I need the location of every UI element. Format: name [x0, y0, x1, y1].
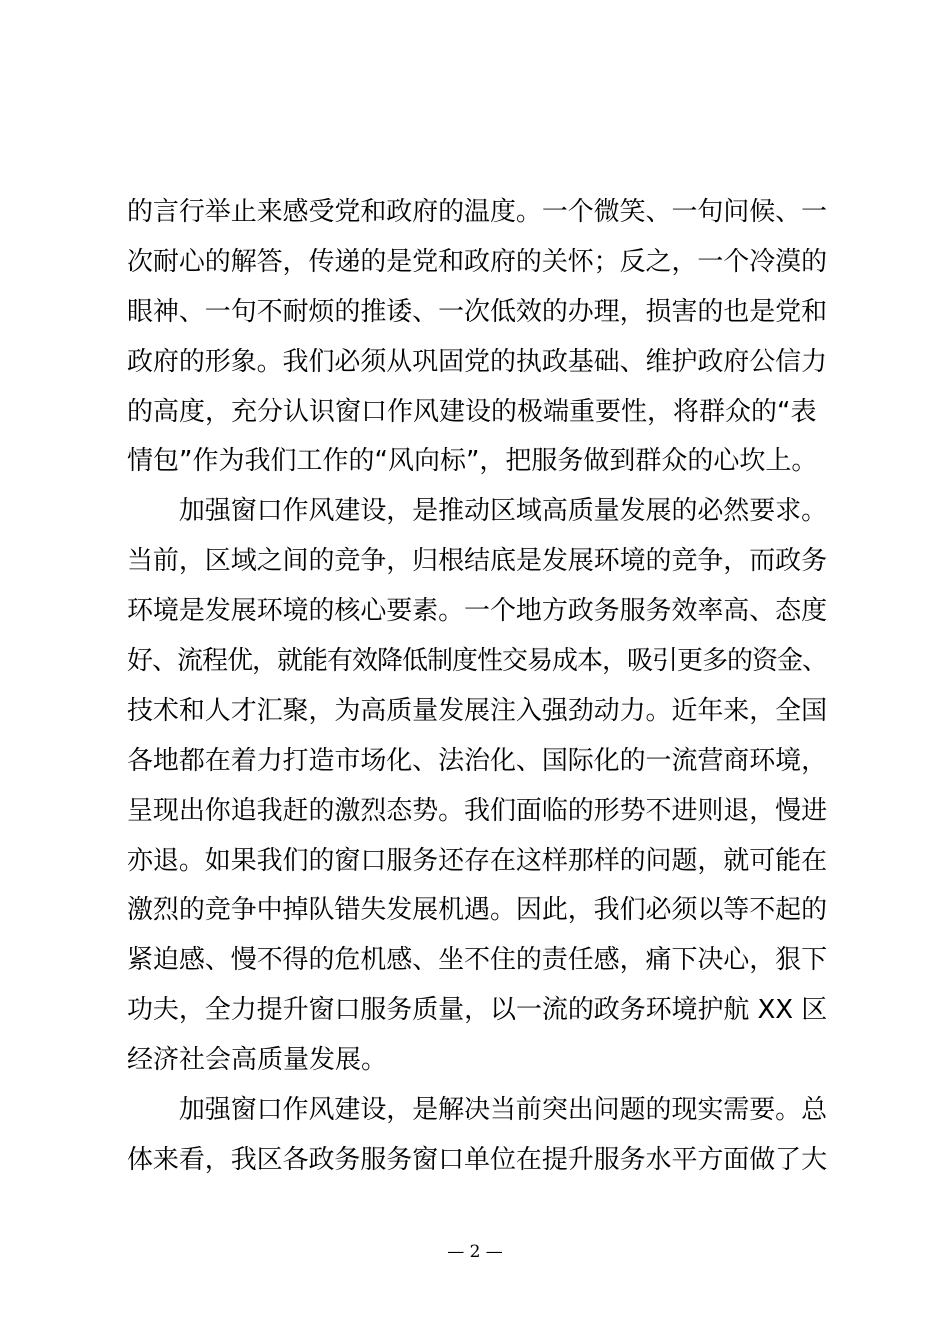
text-line: 眼神、一句不耐烦的推诿、一次低效的办理，损害的也是党和	[127, 296, 828, 327]
page-number: — 2 —	[447, 1242, 503, 1262]
text-line: 激烈的竞争中掉队错失发展机遇。因此，我们必须以等不起的	[127, 895, 828, 926]
text-line: 体来看，我区各政务服务窗口单位在提升服务水平方面做了大	[127, 1144, 828, 1175]
text-line: 当前，区域之间的竞争，归根结底是发展环境的竞争，而政务	[127, 546, 828, 577]
text-line: 加强窗口作风建设，是解决当前突出问题的现实需要。总	[127, 1095, 828, 1126]
text-line: 经济社会高质量发展。	[127, 1045, 388, 1076]
text-line: 情包”作为我们工作的“风向标”，把服务做到群众的心坎上。	[127, 446, 818, 477]
text-line: 加强窗口作风建设，是推动区域高质量发展的必然要求。	[127, 496, 828, 527]
text-line: 亦退。如果我们的窗口服务还存在这样那样的问题，就可能在	[127, 845, 828, 876]
text-line: 环境是发展环境的核心要素。一个地方政务服务效率高、态度	[127, 596, 828, 627]
text-line: 紧迫感、慢不得的危机感、坐不住的责任感，痛下决心，狠下	[127, 945, 828, 976]
text-line: 的言行举止来感受党和政府的温度。一个微笑、一句问候、一	[127, 197, 828, 227]
text-line: 好、流程优，就能有效降低制度性交易成本，吸引更多的资金、	[127, 646, 828, 677]
text-line: 技术和人才汇聚，为高质量发展注入强劲动力。近年来，全国	[127, 695, 828, 726]
text-line: 次耐心的解答，传递的是党和政府的关怀；反之，一个冷漠的	[127, 246, 828, 277]
text-line: 的高度，充分认识窗口作风建设的极端重要性，将群众的“表	[127, 396, 817, 427]
text-line: 呈现出你追我赶的激烈态势。我们面临的形势不进则退，慢进	[127, 795, 828, 826]
text-line: 政府的形象。我们必须从巩固党的执政基础、维护政府公信力	[127, 346, 828, 377]
body-text	[127, 188, 827, 1186]
text-line: 功夫，全力提升窗口服务质量，以一流的政务环境护航 XX 区	[127, 995, 828, 1026]
text-line: 各地都在着力打造市场化、法治化、国际化的一流营商环境，	[127, 745, 828, 776]
